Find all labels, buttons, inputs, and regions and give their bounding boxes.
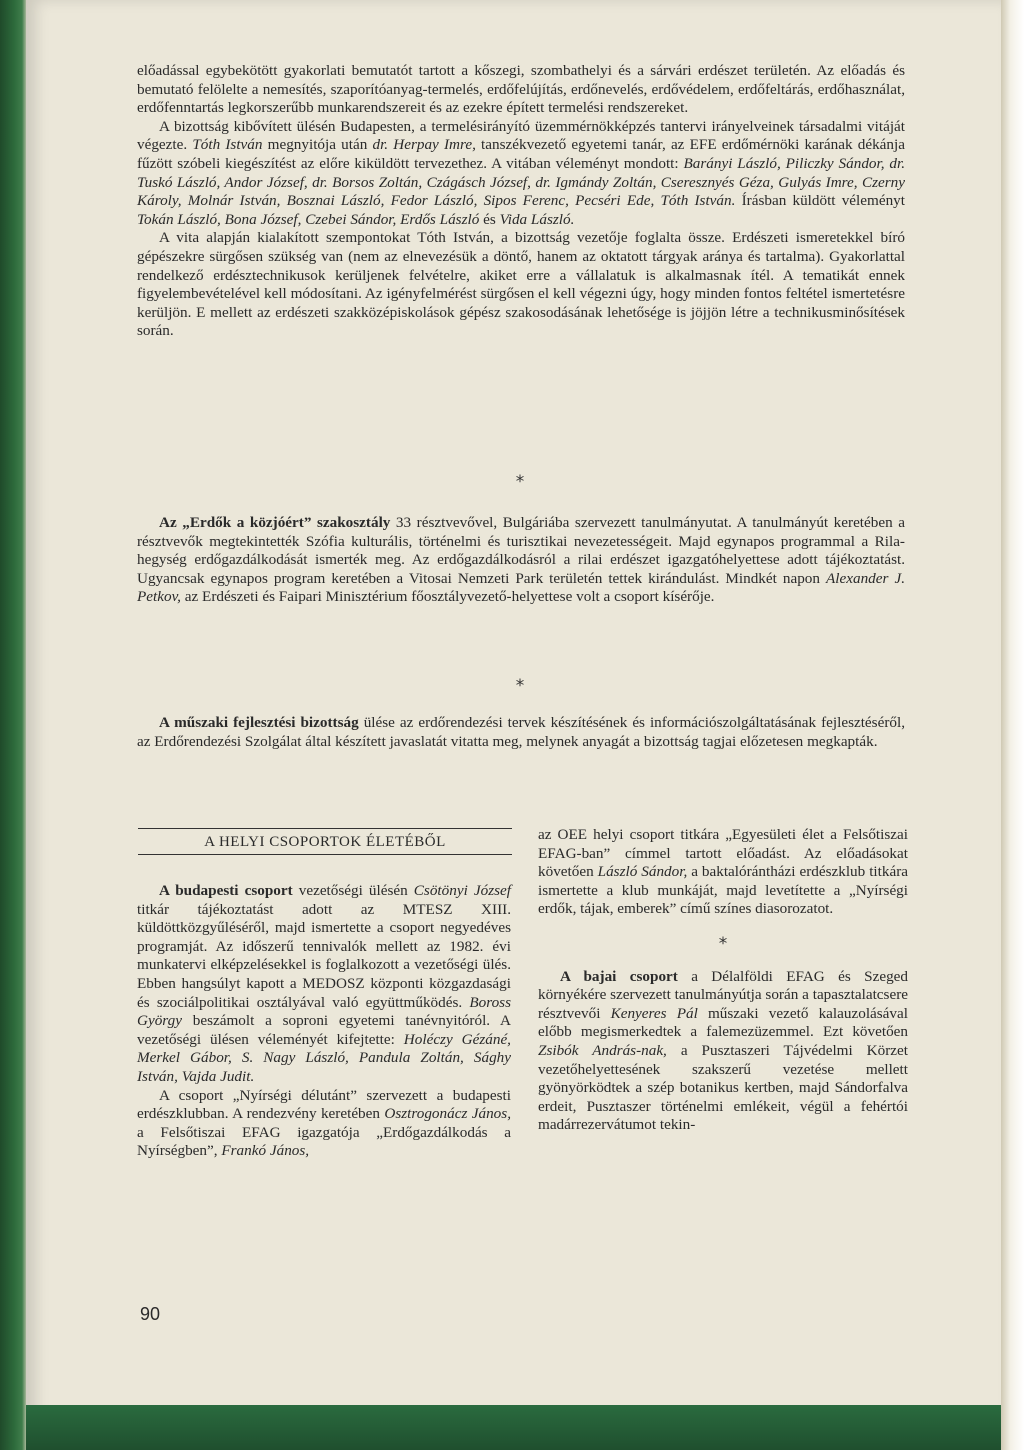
person-name: Kenyeres Pál xyxy=(610,1004,698,1022)
person-list: Tokán László, Bona József, Czebei Sándor, Erdős László xyxy=(137,210,480,228)
person-name: Vida László. xyxy=(499,210,575,228)
right-column xyxy=(538,826,908,1135)
person-name: Csötönyi József xyxy=(413,882,511,899)
paragraph-technical-committee: A műszaki fejlesztési bizottság ülése az erdőrendezési tervek készítésének és információszolgáltatásának fejlesztéséről, az Erdőrendezési Szolgálat által készített javaslatát vitatta meg, melynek anyagát a bizottság tagjai előzetesen megkapták. xyxy=(137,714,905,750)
page-right-margin xyxy=(1001,0,1024,1450)
person-name: Frankó János, xyxy=(221,1142,310,1160)
paragraph-continued: az OEE helyi csoport titkára „Egyesületi élet a Felsőtiszai EFAG-ban” címmel tartott előadást. Az előadásokat követően László Sándor, a baktalórántházi erdészklub titkára ismertette a klub munkáját, majd levetítette a „Nyírségi erdők, tájak, emberek” című színes diasorozatot. xyxy=(538,826,908,918)
top-text-block xyxy=(137,62,905,341)
person-list: Barányi László, Piliczky Sándor, dr. Tuskó László, Andor József, dr. Borsos Zoltán, Czágásch József, dr. Igmándy Zoltán, Cseresznyés Géza, Gulyás Imre, Czerny Károly, Molnár István, Bosznai László, Fedor László, Sipos Ferenc, Pecséri Ede, Tóth István. xyxy=(137,154,906,210)
section-separator-star: * xyxy=(515,676,525,696)
person-list: Holéczy Gézáné, Merkel Gábor, S. Nagy László, Pandula Zoltán, Sághy István, Vajda Judit. xyxy=(137,1030,511,1085)
page-number: 90 xyxy=(140,1304,161,1324)
paragraph-committee-meeting: A bizottság kibővített ülésén Budapesten, a termelésirányító üzemmérnökképzés tantervi irányelveinek társadalmi vitáját végezte. Tóth István megnyitója után dr. Herpay Imre, tanszékvezető egyetemi tanár, az EFE erdőmérnöki karának dékánja fűzött szóbeli kiegészítést az előre kiküldött tervezethez. A vitában véleményt mondott: Barányi László, Piliczky Sándor, dr. Tuskó László, Andor József, dr. Borsos Zoltán, Czágásch József, dr. Igmándy Zoltán, Cseresznyés Géza, Gulyás Imre, Czerny Károly, Molnár István, Bosznai László, Fedor László, Sipos Ferenc, Pecséri Ede, Tóth István. Írásban küldött véleményt Tokán László, Bona József, Czebei Sándor, Erdős László és Vida László. xyxy=(137,117,906,228)
section-lead-bold: Az „Erdők a közjóért” szakosztály xyxy=(159,514,391,531)
paragraph-intro: előadással egybekötött gyakorlati bemutatót tartott a kőszegi, szombathelyi és a sárvári erdészet területén. Az előadás és bemutató felölelte a nemesítés, szaporítóanyag-termelés, erdőfelújítás, erdőnevelés, erdővédelem, erdőfeltárás, erdőhasználat, erdőfenntartás legkorszerűbb munkarendszereit és az ezekre épített termelési rendszereket. xyxy=(137,62,905,117)
person-name: Tóth István xyxy=(192,136,263,154)
person-name: Osztrogonácz János, xyxy=(384,1105,511,1123)
person-name: dr. Herpay Imre, xyxy=(372,136,476,154)
left-column xyxy=(137,882,511,1161)
person-name: Zsibók András-nak, xyxy=(538,1041,667,1059)
person-name: László Sándor, xyxy=(597,863,688,881)
section-heading: A HELYI CSOPORTOK ÉLETÉBŐL xyxy=(138,828,512,855)
section-lead-bold: A műszaki fejlesztési bizottság xyxy=(159,714,359,731)
section-lead-bold: A bajai csoport xyxy=(560,967,678,985)
section-lead-bold: A budapesti csoport xyxy=(159,882,293,899)
paragraph-budapest-group: A budapesti csoport vezetőségi ülésén Csötönyi József titkár tájékoztatást adott az MTESZ XIII. küldöttközgyűléséről, majd ismertette a csoport negyedéves programját. Az időszerű tennivalók mellett az 1982. évi munkatervi elképzelésekkel is foglalkozott a vezetőségi ülés. Ebben hangsúlyt kapott a MEDOSZ központi közgazdasági és szociálpolitikai osztályával való együttműködés. Boross György beszámolt a soproni egyetemi tanévnyitóról. A vezetőségi ülésen véleményét kifejtette: Holéczy Gézáné, Merkel Gábor, S. Nagy László, Pandula Zoltán, Sághy István, Vajda Judit. xyxy=(137,882,511,1085)
paragraph-forests-section: Az „Erdők a közjóért” szakosztály 33 résztvevővel, Bulgáriába szervezett tanulmányutat. A tanulmányút keretében a résztvevők megtekintették Szófia kulturális, történelmi és turisztikai nevezetességeit. Majd egynapos programmal a Rila-hegység erdőgazdálkodását ismerték meg. Az erdőgazdálkodásról a rilai erdészet igazgatóhelyettese adott tájékoztatást. Ugyancsak egynapos program keretében a Vitosai Nemzeti Park területén tettek kirándulást. Mindkét napon Alexander J. Petkov, az Erdészeti és Faipari Minisztérium főosztályvezető-helyettese volt a csoport kísérője. xyxy=(137,514,905,606)
person-name: Boross György xyxy=(137,993,511,1030)
section-separator-star: * xyxy=(718,933,728,954)
paragraph-baja-group: A bajai csoport a Délalföldi EFAG és Szeged környékére szervezett tanulmányútja során a tapasztalatcsere résztvevői Kenyeres Pál műszaki vezető kalauzolásával előbb megismerkedtek a falemezüzemmel. Ezt követően Zsibók András-nak, a Pusztaszeri Tájvédelmi Körzet vezetőhelyettesének szakszerű vezetése mellett gyönyörködtek a szép botanikus kertben, majd Sándorfalva erdeit, Pusztaszer történelmi emlékeit, végül a fehértói madárrezervátumot tekin- xyxy=(538,967,908,1134)
person-name: Alexander J. Petkov, xyxy=(137,569,905,606)
background-strip xyxy=(26,1405,1001,1450)
paragraph-nyirseg-afternoon: A csoport „Nyírségi délutánt” szervezett a budapesti erdészklubban. A rendezvény keretében Osztrogonácz János, a Felsőtiszai EFAG igazgatója „Erdőgazdálkodás a Nyírségben”, Frankó János, xyxy=(137,1086,511,1160)
section-separator-star: * xyxy=(515,472,525,492)
paragraph-debate-summary: A vita alapján kialakított szempontokat Tóth István, a bizottság vezetője foglalta össze. Erdészeti ismeretekkel bíró gépészekre sürgősen szükség van (nem az elnevezésük a döntő, hanem az oktatott tárgyak aránya és tartalma). Gyakorlattal rendelkező erdésztechnikusok kerüljenek felvételre, akiket erre a vállalatuk is alkalmasnak ítél. A tematikát ennek figyelembevételével kell módosítani. Az igényfelmérést sürgősen el kell végezni úgy, hogy minden fontos feltétel ismertetésre kerüljön. E mellett az erdészeti szakközépiskolások gépész szakosodásának lehetősége is jöjjön létre a technikusminősítések során. xyxy=(137,229,905,340)
